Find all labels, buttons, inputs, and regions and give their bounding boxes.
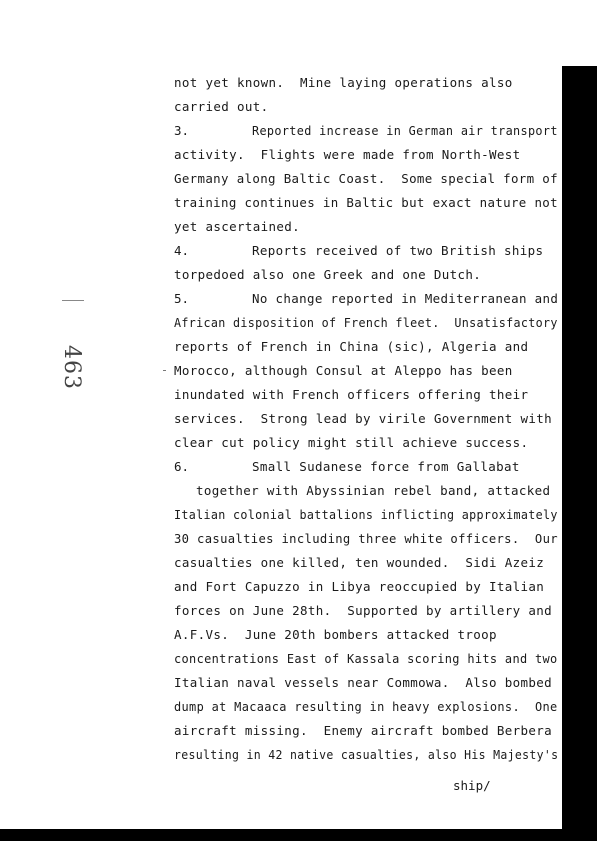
text-line: carried out. <box>174 99 269 114</box>
text-line: No change reported in Mediterranean and <box>252 291 559 306</box>
text-line: Reports received of two British ships <box>252 243 544 258</box>
text-line: Small Sudanese force from Gallabat <box>252 459 520 474</box>
text-line: inundated with French officers offering their <box>174 387 529 402</box>
text-line: yet ascertained. <box>174 219 301 234</box>
text-line: training continues in Baltic but exact nature not <box>174 195 558 210</box>
scan-edge-right <box>562 66 597 833</box>
text-line: casualties one killed, ten wounded. Sidi Azeiz <box>174 555 545 570</box>
text-line: Italian colonial battalions inflicting approximately <box>174 507 558 522</box>
footer-catchword: ship/ <box>453 778 491 793</box>
text-line: resulting in 42 native casualties, also His Majesty's <box>174 747 559 762</box>
margin-page-number: 463 <box>59 345 84 390</box>
scan-edge-bottom <box>0 829 597 841</box>
margin-mark <box>163 370 166 371</box>
text-line: Germany along Baltic Coast. Some special form of <box>174 171 558 186</box>
text-line: services. Strong lead by virile Government with <box>174 411 553 426</box>
text-line: A.F.Vs. June 20th bombers attacked troop <box>174 627 497 642</box>
paragraph-number: 6. <box>174 459 190 474</box>
text-line: Reported increase in German air transport <box>252 123 558 138</box>
paragraph-number: 5. <box>174 291 190 306</box>
paragraph-number: 3. <box>174 123 190 138</box>
text-line: reports of French in China (sic), Algeria and <box>174 339 529 354</box>
text-line: Italian naval vessels near Commowa. Also bombed <box>174 675 553 690</box>
text-line: Morocco, although Consul at Aleppo has been <box>174 363 513 378</box>
text-line: dump at Macaaca resulting in heavy explosions. One <box>174 699 558 714</box>
text-line: 30 casualties including three white officers. Our <box>174 531 558 546</box>
margin-mark <box>62 300 84 301</box>
text-line: not yet known. Mine laying operations also <box>174 75 513 90</box>
text-line: African disposition of French fleet. Unsatisfactory <box>174 315 558 330</box>
text-line: torpedoed also one Greek and one Dutch. <box>174 267 482 282</box>
text-line: together with Abyssinian rebel band, attacked <box>196 483 551 498</box>
text-line: aircraft missing. Enemy aircraft bombed Berbera <box>174 723 553 738</box>
text-line: forces on June 28th. Supported by artillery and <box>174 603 553 618</box>
text-line: activity. Flights were made from North-West <box>174 147 521 162</box>
text-line: concentrations East of Kassala scoring hits and two <box>174 651 558 666</box>
text-line: clear cut policy might still achieve success. <box>174 435 529 450</box>
paragraph-number: 4. <box>174 243 190 258</box>
text-line: and Fort Capuzzo in Libya reoccupied by Italian <box>174 579 545 594</box>
